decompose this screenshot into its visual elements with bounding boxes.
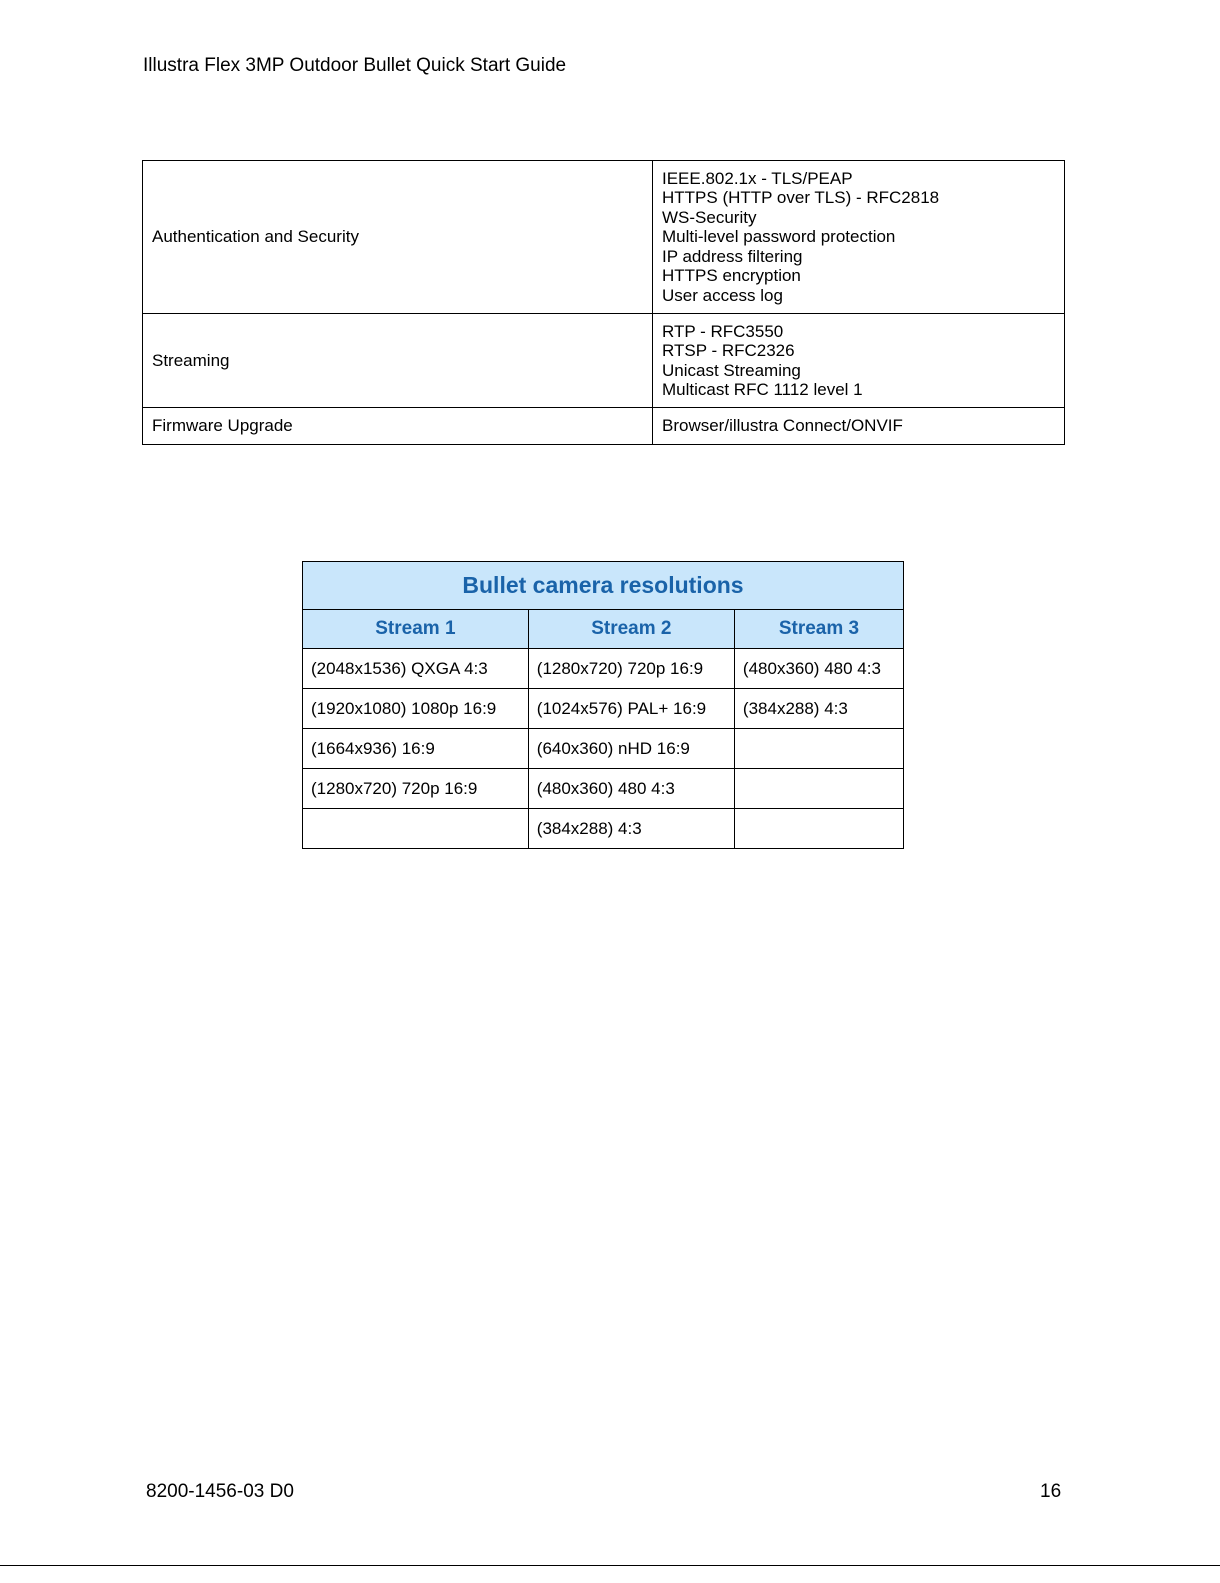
column-header-stream-2: Stream 2 bbox=[528, 610, 734, 649]
page-bottom-divider bbox=[0, 1565, 1220, 1566]
spec-value: Browser/illustra Connect/ONVIF bbox=[662, 416, 903, 436]
table-cell: (384x288) 4:3 bbox=[528, 809, 734, 849]
table-row bbox=[303, 809, 904, 849]
table-row bbox=[303, 729, 904, 769]
spec-value: RTSP - RFC2326 bbox=[662, 341, 795, 360]
spec-value-list bbox=[662, 169, 1055, 306]
table-cell: (1920x1080) 1080p 16:9 bbox=[303, 689, 529, 729]
resolutions-table bbox=[302, 561, 904, 849]
table-cell: (1024x576) PAL+ 16:9 bbox=[528, 689, 734, 729]
table-header-row bbox=[303, 610, 904, 649]
column-header-stream-3: Stream 3 bbox=[734, 610, 903, 649]
spec-value: HTTPS encryption bbox=[662, 266, 801, 286]
table-row bbox=[303, 769, 904, 809]
table-cell: (1280x720) 720p 16:9 bbox=[528, 649, 734, 689]
spec-value: IEEE.802.1x - TLS/PEAP bbox=[662, 168, 853, 188]
table-cell: (2048x1536) QXGA 4:3 bbox=[303, 649, 529, 689]
table-cell: (480x360) 480 4:3 bbox=[734, 649, 903, 689]
spec-value: RTP - RFC3550 bbox=[662, 321, 784, 341]
page-header-title: Illustra Flex 3MP Outdoor Bullet Quick Start Guide bbox=[143, 55, 567, 76]
spec-value: User access log bbox=[662, 285, 783, 305]
table-row bbox=[143, 161, 1065, 314]
spec-value-list bbox=[662, 416, 1055, 436]
spec-value: IP address filtering bbox=[662, 246, 803, 266]
spec-value: Unicast Streaming bbox=[662, 360, 801, 380]
specifications-table bbox=[142, 160, 1065, 445]
table-cell bbox=[734, 809, 903, 849]
footer-page-number: 16 bbox=[1040, 1481, 1062, 1502]
table-cell bbox=[734, 769, 903, 809]
table-row bbox=[143, 408, 1065, 445]
table-row bbox=[303, 689, 904, 729]
table-cell: (640x360) nHD 16:9 bbox=[528, 729, 734, 769]
table-title-row bbox=[303, 562, 904, 610]
column-header-stream-1: Stream 1 bbox=[303, 610, 529, 649]
table-cell bbox=[303, 809, 529, 849]
footer-doc-number: 8200-1456-03 D0 bbox=[146, 1481, 294, 1502]
spec-value-cell bbox=[653, 408, 1065, 445]
spec-value-list bbox=[662, 322, 1055, 400]
spec-label: Firmware Upgrade bbox=[143, 408, 653, 445]
spec-value: Multicast RFC 1112 level 1 bbox=[662, 380, 863, 399]
resolutions-table-title: Bullet camera resolutions bbox=[303, 562, 904, 610]
spec-label: Authentication and Security bbox=[143, 161, 653, 314]
spec-value-cell bbox=[653, 161, 1065, 314]
table-cell bbox=[734, 729, 903, 769]
spec-label: Streaming bbox=[143, 314, 653, 408]
table-row bbox=[143, 314, 1065, 408]
spec-value-cell bbox=[653, 314, 1065, 408]
table-cell: (1280x720) 720p 16:9 bbox=[303, 769, 529, 809]
table-row bbox=[303, 649, 904, 689]
spec-value: HTTPS (HTTP over TLS) - RFC2818 bbox=[662, 188, 940, 208]
table-cell: (384x288) 4:3 bbox=[734, 689, 903, 729]
table-cell: (480x360) 480 4:3 bbox=[528, 769, 734, 809]
spec-value: WS-Security bbox=[662, 207, 757, 227]
spec-value: Multi-level password protection bbox=[662, 227, 896, 247]
table-cell: (1664x936) 16:9 bbox=[303, 729, 529, 769]
